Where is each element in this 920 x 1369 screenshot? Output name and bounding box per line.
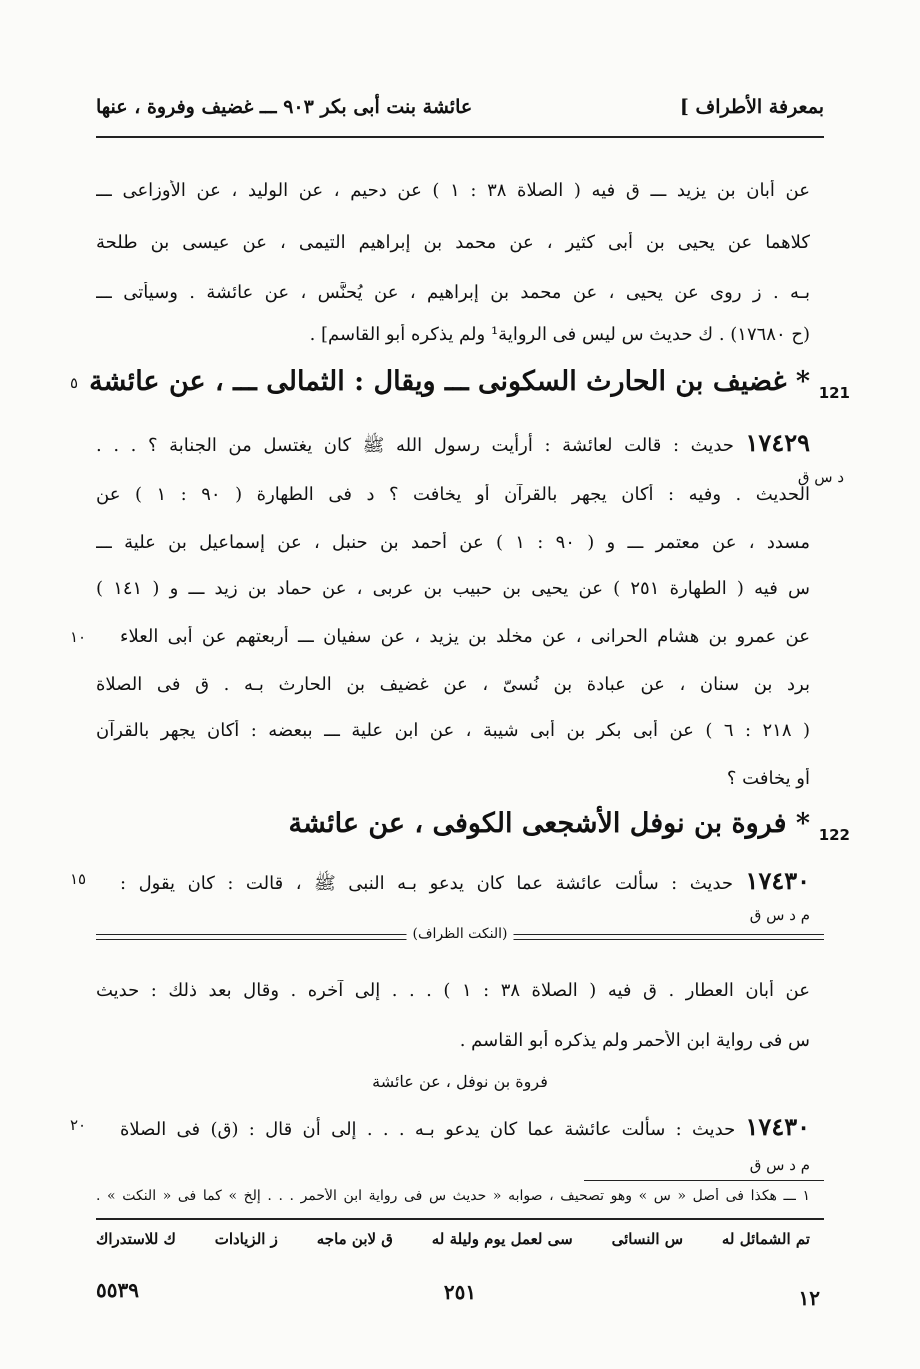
line-marker: ١٥ xyxy=(70,870,87,888)
line-marker: ٢٠ xyxy=(70,1116,87,1134)
sigla: م د س ق xyxy=(749,1156,810,1174)
text-line: س فيه ( الطهارة ٢٥١ ) عن يحيى بن حبيب بن عربى ، عن حماد بن زيد ـــ و ( ١٤١ ) xyxy=(96,578,810,599)
entry-number: 121 xyxy=(818,384,850,402)
hadith-text: حديث : قالت لعائشة : أرأيت رسول الله ﷺ كان يغتسل من الجنابة ؟ . . . xyxy=(96,435,734,456)
text-line: س فى رواية ابن الأحمر ولم يذكره أبو القاسم . xyxy=(459,1030,810,1051)
text-line: عن عمرو بن هشام الحرانى ، عن مخلد بن يزيد ، عن سفيان ـــ أربعتهم عن أبى العلاء xyxy=(120,626,810,647)
abbreviation: ك للاستدراك xyxy=(96,1230,176,1248)
text-line: برد بن سنان ، عن عبادة بن نُسىّ ، عن غضيف بن الحارث بـه . ق فى الصلاة xyxy=(96,674,810,695)
text-line: عن أبان العطار . ق فيه ( الصلاة ٣٨ : ١ ) . . . إلى آخره . وقال بعد ذلك : حديث xyxy=(96,980,810,1001)
hadith-line xyxy=(120,866,810,898)
text-line: أو يخافت ؟ xyxy=(726,768,810,789)
hadith-line xyxy=(96,428,810,460)
footnote-rule xyxy=(584,1180,824,1181)
serial-number: ٥٥٣٩ xyxy=(96,1278,139,1302)
page-number: ١٢ xyxy=(798,1286,820,1310)
abbreviation: تم الشمائل له xyxy=(721,1230,810,1248)
nukat-title: (النكت الظراف) xyxy=(407,926,514,942)
text-line: عن أبان بن يزيد ـــ ق فيه ( الصلاة ٣٨ : ١ ) عن دحيم ، عن الوليد ، عن الأوزاعى ـــ xyxy=(96,180,810,201)
text-line: كلاهما عن يحيى بن أبى كثير ، عن محمد بن إبراهيم التيمى ، عن عيسى بن طلحة xyxy=(96,232,810,253)
abbreviations-key xyxy=(96,1230,810,1248)
hadith-text: حديث : سألت عائشة عما كان يدعو بـه . . . إلى أن قال : (ق) فى الصلاة xyxy=(120,1119,736,1140)
text-line: مسدد ، عن معتمر ـــ و ( ٩٠ : ١ ) عن أحمد بن حنبل ، عن إسماعيل بن علية ـــ xyxy=(96,532,810,553)
text-line: ( ٢١٨ : ٦ ) عن أبى بكر بن أبى شيبة ، عن ابن علية ـــ ببعضه : أكان يجهر بالقرآن xyxy=(96,720,810,741)
hadith-line xyxy=(120,1112,810,1141)
abbreviation: سى لعمل يوم وليلة له xyxy=(431,1230,573,1248)
line-marker: ٥ xyxy=(70,374,79,392)
abbreviations-rule xyxy=(96,1218,824,1220)
running-header-title: عائشة بنت أبى بكر ٩٠٣ ـــ غضيف وفروة ، عنها xyxy=(96,96,473,118)
sigla: م د س ق xyxy=(749,906,810,924)
hadith-number: ١٧٤٣٠ xyxy=(745,1112,810,1141)
abbreviation: ق لابن ماجه xyxy=(316,1230,393,1248)
nukat-subheading: فروة بن نوفل ، عن عائشة xyxy=(372,1072,548,1091)
text-line: (ح ١٧٦٨٠) . ك حديث س ليس فى الرواية¹ ولم يذكره أبو القاسم] . xyxy=(309,324,810,345)
hadith-number: ١٧٤٣٠ xyxy=(745,866,810,895)
running-header-right: بمعرفة الأطراف ] xyxy=(679,96,824,118)
text-line: الحديث . وفيه : أكان يجهر بالقرآن أو يخافت ؟ د فى الطهارة ( ٩٠ : ١ ) عن xyxy=(96,484,810,505)
footnote: ١ ـــ هكذا فى أصل « س » وهو تصحيف ، صوابه « حديث س فى رواية ابن الأحمر . . . إلخ » كما فى « النكت » . xyxy=(96,1188,810,1204)
hadith-number: ١٧٤٢٩ xyxy=(745,428,810,457)
entry-heading: * فروة بن نوفل الأشجعى الكوفى ، عن عائشة xyxy=(288,808,810,839)
sigla: د س ق xyxy=(797,468,844,486)
entry-heading: * غضيف بن الحارث السكونى ـــ ويقال : الثمالى ـــ ، عن عائشة xyxy=(89,366,810,397)
abbreviation: ز الزيادات xyxy=(214,1230,278,1248)
page-number-center: ٢٥١ xyxy=(443,1280,477,1304)
text-line: بـه . ز روى عن يحيى ، عن محمد بن إبراهيم ، عن يُحنَّس ، عن عائشة . وسيأتى ـــ xyxy=(96,282,810,303)
hadith-text: حديث : سألت عائشة عما كان يدعو بـه النبى ﷺ ، قالت : كان يقول : xyxy=(120,873,734,894)
line-marker: ١٠ xyxy=(70,628,87,646)
abbreviation: س النسائى xyxy=(611,1230,684,1248)
header-rule xyxy=(96,136,824,138)
entry-number: 122 xyxy=(818,826,850,844)
